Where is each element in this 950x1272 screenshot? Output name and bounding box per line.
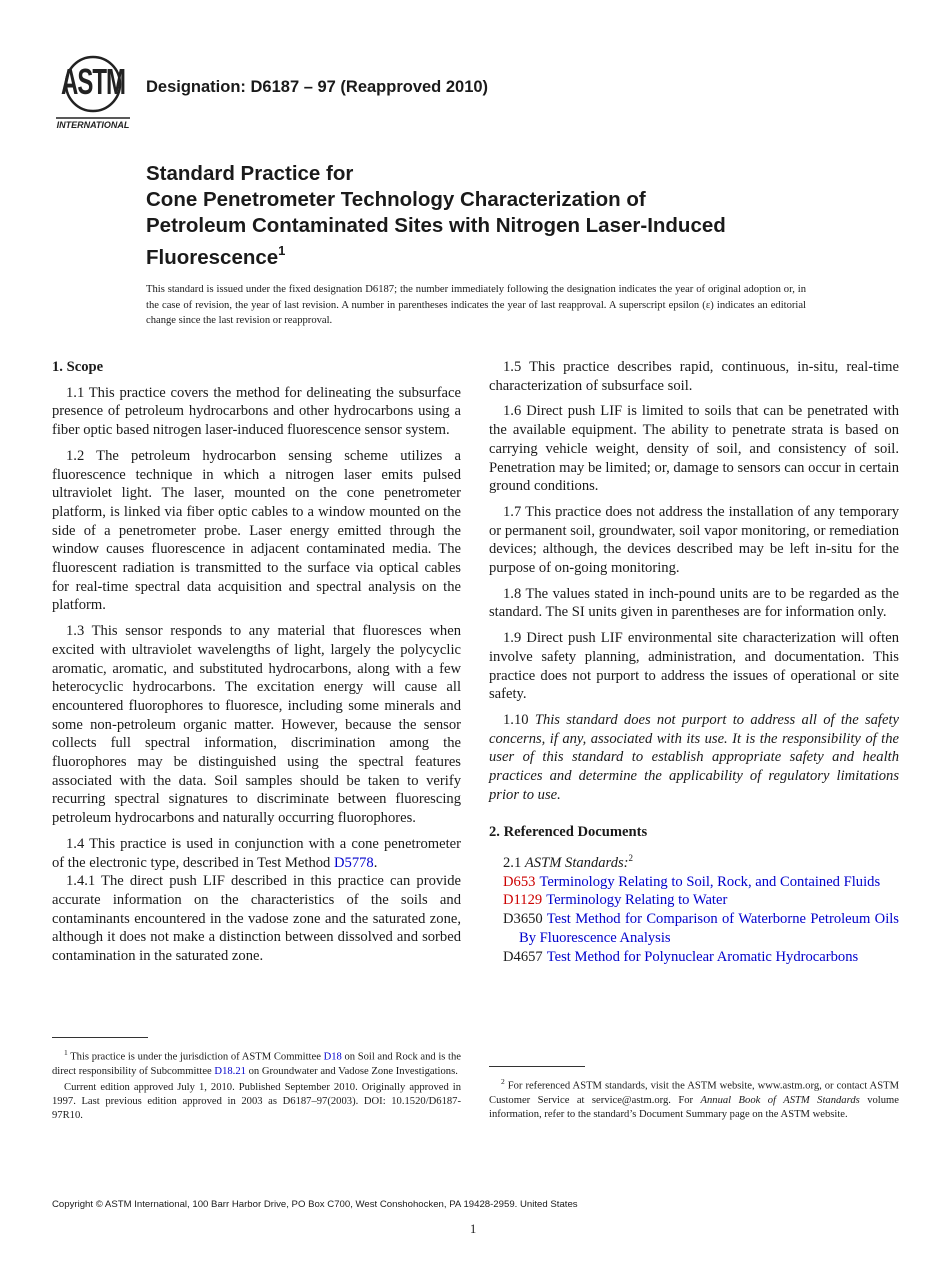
title-footnote-mark: 1 [278, 243, 286, 258]
paragraph-1-10 [489, 711, 899, 805]
paragraph-1-7: 1.7 This practice does not address the installation of any temporary or permanent soil, groundwater, soil vapor monitoring, or remediation devices; although, the devices described may be left in-situ for the purpose of on-going monitoring. [489, 503, 899, 577]
paragraph-1-4-1: 1.4.1 The direct push LIF described in this practice can provide accurate information on the characteristics of the soils and contaminants encountered in the vadose zone and the saturated zone, although it does not make a distinction between dissolved and sorbed contamination in the saturated zone. [52, 873, 461, 965]
reference-title[interactable]: Terminology Relating to Water [546, 892, 728, 909]
svg-text:INTERNATIONAL: INTERNATIONAL [56, 120, 130, 130]
paragraph-1-4 [52, 835, 461, 872]
footnote-1 [52, 1046, 461, 1123]
title-line-4-text: Fluorescence [146, 245, 279, 269]
reference-code[interactable]: D1129 [503, 892, 543, 909]
paragraph-2-1 [489, 849, 899, 873]
page-number: 1 [470, 1222, 477, 1236]
reference-title[interactable]: Test Method for Comparison of Waterborne Petroleum Oils By Fluorescence Analysis [519, 911, 899, 946]
link-subcommittee-d18-21[interactable]: D18.21 [214, 1065, 246, 1077]
title-line-1: Standard Practice for [146, 162, 354, 185]
paragraph-1-5: 1.5 This practice describes rapid, continuous, in-situ, real-time characterization of subsurface soil. [489, 359, 899, 394]
astm-standards-label: ASTM Standards: [524, 855, 629, 872]
document-title [146, 161, 866, 271]
paragraph-1-3: 1.3 This sensor responds to any material that fluoresces when excited with ultraviolet wavelengths of light, largely the polycyclic aromatic, aromatic, and substituted hydrocarbons, along with a few heterocyclic hydrocarbons. The excitation energy will cause all encountered fluorophores to fluoresce, including some minerals and some non-petroleum organic matter. However, because the sensor collects full spectral information, discrimination among the fluorophores may be distinguished using the spectral features associated with the data. Soil samples should be taken to verify recurring spectral signatures to discriminate between fluorescing petroleum hydrocarbons and naturally occurring fluorophores. [52, 623, 461, 827]
paragraph-1-1: 1.1 This practice covers the method for delineating the subsurface presence of petroleum hydrocarbons and other hydrocarbons using a fiber optic based nitrogen laser-induced fluorescence sensor system. [52, 384, 461, 439]
title-line-4 [146, 239, 866, 271]
footnote-mark-2: 2 [628, 853, 634, 864]
copyright-notice: Copyright © ASTM International, 100 Barr Harbor Drive, PO Box C700, West Conshohocken, PA 19428-2959. United States [52, 1199, 578, 1210]
astm-logo-icon [52, 52, 134, 132]
reference-item[interactable] [489, 910, 899, 947]
footnote-2-book-title: Annual Book of ASTM Standards [700, 1094, 860, 1106]
reference-title[interactable]: Test Method for Polynuclear Aromatic Hydrocarbons [546, 948, 859, 965]
footnote-1-paragraph [52, 1046, 461, 1079]
paragraph-1-10-number: 1.10 [503, 711, 535, 728]
footnote-1-text-a: This practice is under the jurisdiction of ASTM Committee [67, 1051, 324, 1063]
issuance-notice: This standard is issued under the fixed designation D6187; the number immediately following the designation indicates the year of original adoption or, in the case of revision, the year of last revision. A number in parentheses indicates the year of last reapproval. A superscript epsilon (ε) indicates an editorial change since the last revision or reapproval. [146, 284, 806, 327]
footnote-1-text-c: on Groundwater and Vadose Zone Investigations. [245, 1065, 458, 1077]
title-line-2: Cone Penetrometer Technology Characterization of [146, 188, 646, 211]
link-d5778[interactable]: D5778 [333, 854, 374, 871]
footnote-2-text-b: volume information, refer to the standard’s Document Summary page on the ASTM website. [489, 1094, 899, 1120]
section-heading-referenced-documents: 2. Referenced Documents [489, 824, 648, 841]
astm-logo [52, 52, 134, 132]
footnote-2-mark: 2 [501, 1077, 505, 1086]
designation: Designation: D6187 – 97 (Reapproved 2010) [146, 78, 489, 96]
left-column [52, 358, 461, 973]
reference-item[interactable] [489, 948, 899, 967]
footnote-2 [489, 1075, 899, 1122]
reference-code[interactable]: D653 [503, 873, 536, 890]
footnote-divider-left [52, 1037, 148, 1038]
referenced-standards-list [489, 873, 899, 967]
title-line-3: Petroleum Contaminated Sites with Nitrogen Laser-Induced [146, 214, 726, 237]
footnote-1-mark: 1 [64, 1048, 68, 1057]
footnote-1-edition-info: Current edition approved July 1, 2010. Published September 2010. Originally approved in 1997. Last previous edition approved in 2003 as D6187–97(2003). DOI: 10.1520/D6187-97R10. [52, 1081, 461, 1121]
reference-item[interactable] [489, 873, 899, 892]
svg-text:ASTM: ASTM [61, 62, 125, 103]
footnote-1-text-b: on Soil and Rock and is the direct responsibility of Subcommittee [52, 1051, 462, 1077]
paragraph-1-9: 1.9 Direct push LIF environmental site characterization will often involve safety planning, administration, and documentation. This practice does not purport to address the issues of operational or site safety. [489, 630, 899, 703]
paragraph-1-4-text: 1.4 This practice is used in conjunction with a cone penetrometer of the electronic type, described in Test Method [52, 835, 461, 871]
footnote-divider-right [489, 1066, 585, 1067]
footnote-2-paragraph [489, 1075, 899, 1122]
paragraph-1-4-end: . [373, 854, 378, 871]
safety-statement: This standard does not purport to address all of the safety concerns, if any, associated with its use. It is the responsibility of the user of this standard to establish appropriate safety and health practices and determine the applicability of regulatory limitations prior to use. [489, 711, 899, 803]
link-committee-d18[interactable]: D18 [323, 1051, 342, 1063]
reference-item[interactable] [489, 891, 899, 910]
reference-title[interactable]: Terminology Relating to Soil, Rock, and Contained Fluids [539, 873, 881, 890]
paragraph-1-6: 1.6 Direct push LIF is limited to soils that can be penetrated with the available equipment. The ability to penetrate strata is based on carrying vehicle weight, density of soil, and consistency of soil. Penetration may be limited; or, damage to sensors can occur in certain ground conditions. [489, 403, 899, 495]
reference-code: D4657 [503, 948, 543, 965]
section-heading-scope: 1. Scope [52, 359, 104, 375]
footnote-2-text-a: For referenced ASTM standards, visit the ASTM website, www.astm.org, or contact ASTM Customer Service at service@astm.org. For [489, 1080, 899, 1106]
paragraph-1-2: 1.2 The petroleum hydrocarbon sensing scheme utilizes a fluorescence technique in which a nitrogen laser emits pulsed ultraviolet light. The laser, mounted on the cone penetrometer platform, is linked via fiber optic cables to a window mounted on the side of a penetrometer probe. Laser energy emitted through the window causes fluorescence in adjacent contaminated media. The fluorescent radiation is transmitted to the surface via optical cables for real-time spectral data acquisition and spectral analysis on the platform. [52, 447, 461, 614]
paragraph-1-8: 1.8 The values stated in inch-pound units are to be regarded as the standard. The SI units given in parentheses are for information only. [489, 585, 899, 621]
paragraph-2-1-number: 2.1 [503, 855, 525, 872]
reference-code: D3650 [503, 911, 543, 928]
right-column [489, 358, 899, 966]
